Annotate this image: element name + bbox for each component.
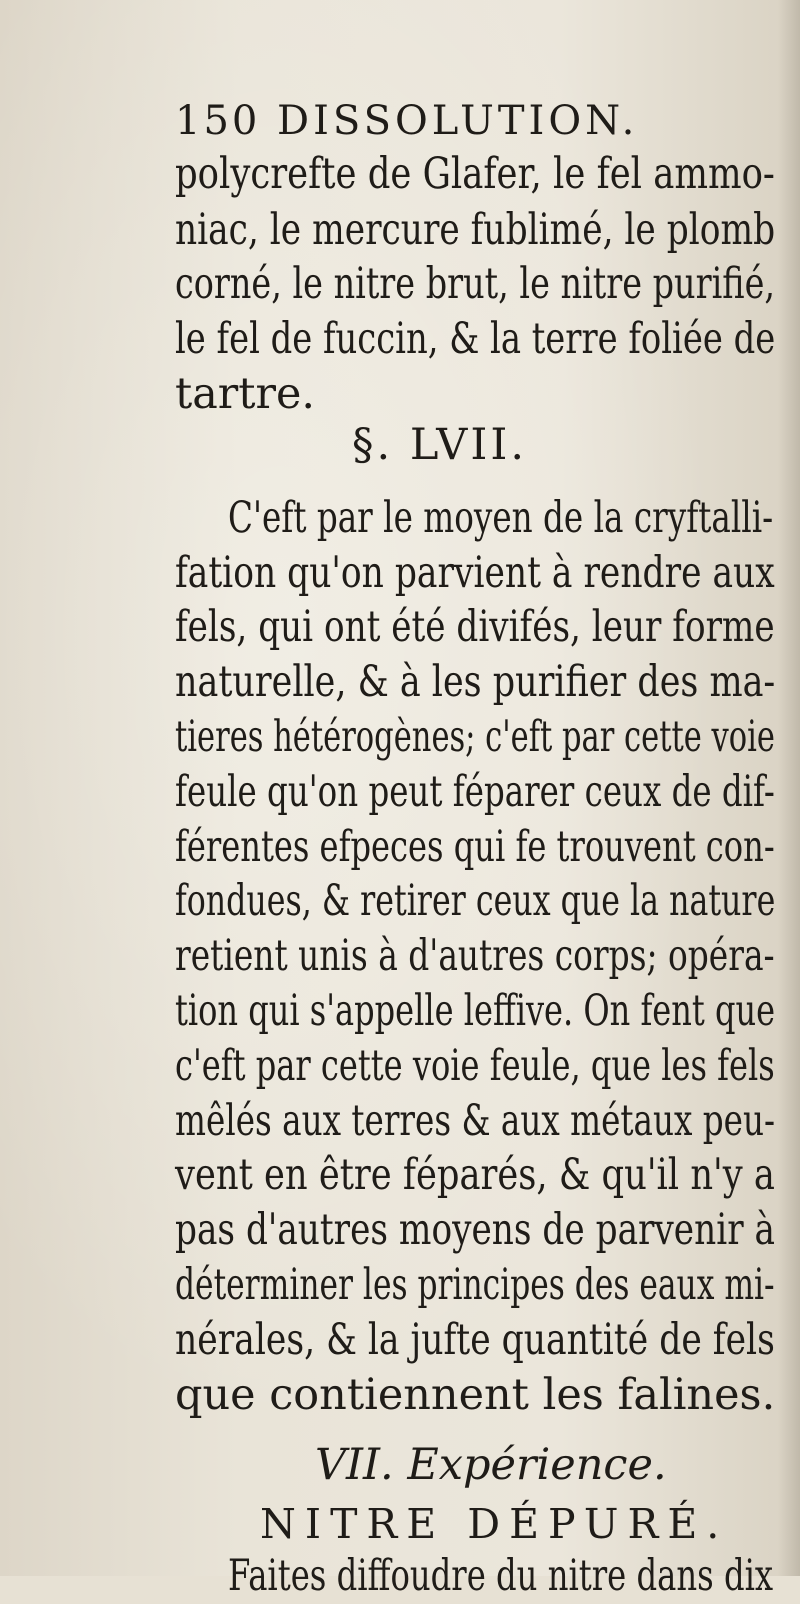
text-line: déterminer les principes des eaux mi- [175, 1260, 775, 1310]
text-line: naturelle, & à les purifier des ma- [175, 657, 776, 707]
text-line: corné, le nitre brut, le nitre purifié, [175, 259, 776, 309]
text-line: férentes efpeces qui fe trouvent con- [175, 822, 775, 872]
text-line: fation qu'on parvient à rendre aux [175, 548, 775, 598]
section-heading: §. LVII. [352, 420, 527, 470]
text-line: retient unis à d'autres corps; opéra- [175, 931, 775, 981]
text-line: que contiennent les falines. [175, 1370, 776, 1420]
text-line: feule qu'on peut féparer ceux de dif- [175, 767, 775, 817]
text-line: tartre. [175, 369, 316, 419]
text-line: polycrefte de Glafer, le fel ammo- [175, 149, 775, 199]
subheading: NITRE DÉPURÉ. [260, 1500, 729, 1548]
page-header [175, 98, 735, 148]
text-line: C'eft par le moyen de la cryftalli- [228, 493, 774, 543]
text-line: tion qui s'appelle leffive. On fent que [175, 986, 776, 1036]
text-line: vent en être féparés, & qu'il n'y a [175, 1150, 775, 1200]
text-line: mêlés aux terres & aux métaux peu- [175, 1096, 776, 1146]
text-line: fondues, & retirer ceux que la nature [175, 876, 776, 926]
text-line: c'eft par cette voie feule, que les fels [175, 1041, 775, 1091]
running-title: DISSOLUTION. [277, 98, 639, 144]
text-line: nérales, & la jufte quantité de fels [175, 1315, 775, 1365]
experience-heading: VII. Expérience. [315, 1440, 667, 1490]
text-line: pas d'autres moyens de parvenir à [175, 1205, 775, 1255]
text-line: fels, qui ont été divifés, leur forme [175, 602, 775, 652]
text-line: niac, le mercure fublimé, le plomb [175, 205, 776, 255]
text-line: Faites diffoudre du nitre dans dix [228, 1551, 774, 1601]
page-number: 150 [175, 98, 261, 144]
page-edge-shadow [778, 0, 800, 1576]
text-line: le fel de fuccin, & la terre foliée de [175, 314, 776, 364]
text-line: tieres hétérogènes; c'eft par cette voie [175, 712, 775, 762]
